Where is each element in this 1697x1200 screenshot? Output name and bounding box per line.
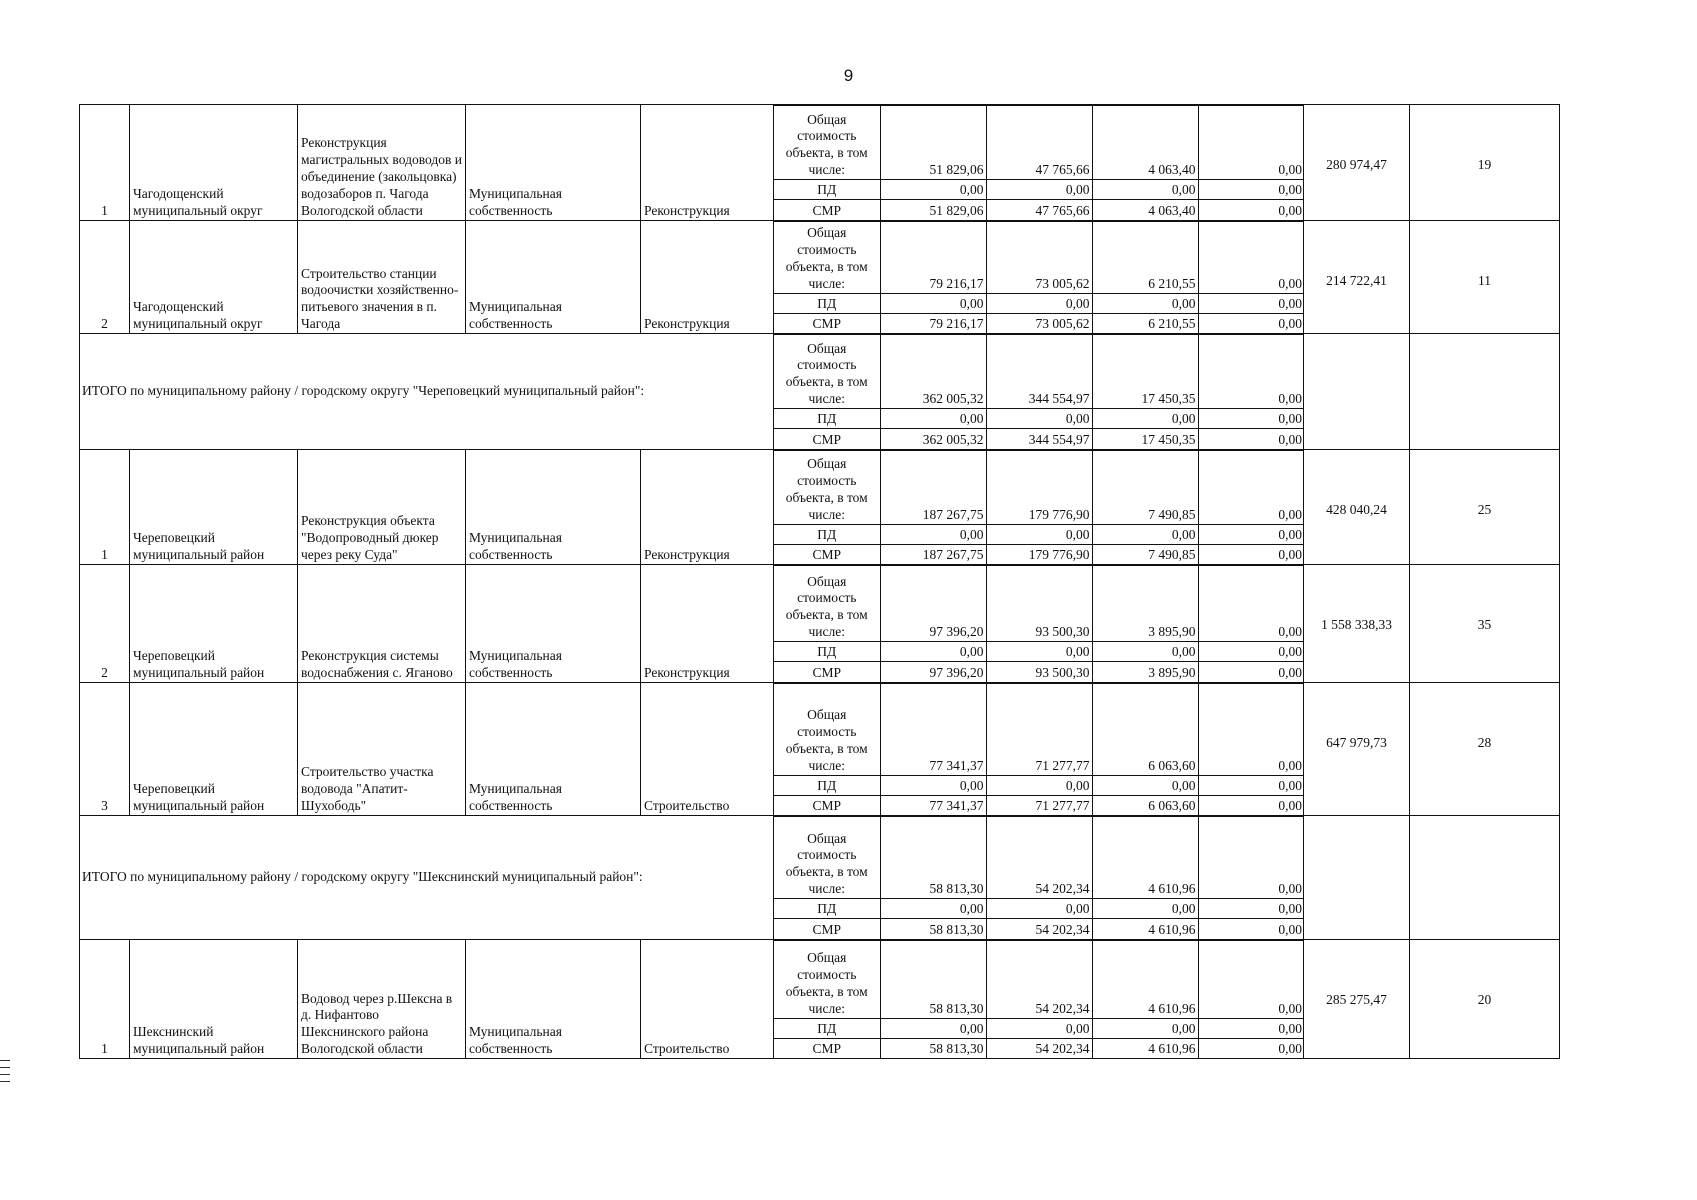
- amount-value: 0,00: [1198, 919, 1304, 939]
- amounts-subtable: [774, 105, 1304, 220]
- amount-value: 0,00: [1092, 524, 1198, 544]
- amount-row: [774, 1038, 1304, 1058]
- amount-row: [774, 221, 1304, 293]
- amount-value: 4 063,40: [1092, 106, 1198, 180]
- total-cost: 647 979,73: [1304, 682, 1410, 816]
- margin-marks: [0, 1060, 12, 1088]
- category-smr-label: СМР: [774, 1038, 880, 1058]
- amount-row: [774, 429, 1304, 449]
- amount-value: 6 210,55: [1092, 221, 1198, 293]
- amounts-cell: [774, 939, 1304, 1059]
- amount-value: 3 895,90: [1092, 662, 1198, 682]
- summary-row: [80, 334, 1560, 450]
- amount-value: 73 005,62: [986, 221, 1092, 293]
- amount-value: 47 765,66: [986, 106, 1092, 180]
- amount-row: [774, 1018, 1304, 1038]
- municipality: Череповецкий муниципальный район: [130, 449, 298, 565]
- amount-value: 54 202,34: [986, 1038, 1092, 1058]
- category-total-label: Общая стоимость объекта, в том числе:: [774, 450, 880, 524]
- amount-value: 0,00: [1092, 180, 1198, 200]
- amount-value: 73 005,62: [986, 313, 1092, 333]
- amount-row: [774, 775, 1304, 795]
- amounts-subtable: [774, 221, 1304, 334]
- amount-row: [774, 817, 1304, 899]
- amounts-cell: [774, 816, 1304, 940]
- amount-row: [774, 940, 1304, 1018]
- work-type: Реконструкция: [641, 449, 774, 565]
- amounts-subtable: [774, 450, 1304, 565]
- last-value: 25: [1410, 449, 1560, 565]
- work-type: Строительство: [641, 939, 774, 1059]
- amount-value: 58 813,30: [880, 919, 986, 939]
- amount-row: [774, 662, 1304, 682]
- municipality: Чагодощенский муниципальный округ: [130, 105, 298, 221]
- amount-value: 0,00: [1198, 180, 1304, 200]
- amount-row: [774, 335, 1304, 409]
- category-pd-label: ПД: [774, 1018, 880, 1038]
- amount-value: 97 396,20: [880, 566, 986, 642]
- amount-value: 4 610,96: [1092, 919, 1198, 939]
- amount-row: [774, 899, 1304, 919]
- amount-value: 0,00: [1198, 409, 1304, 429]
- amounts-cell: [774, 220, 1304, 334]
- amount-value: 0,00: [1198, 795, 1304, 815]
- amount-value: 79 216,17: [880, 221, 986, 293]
- category-smr-label: СМР: [774, 795, 880, 815]
- amount-value: 6 210,55: [1092, 313, 1198, 333]
- amount-value: 4 610,96: [1092, 1038, 1198, 1058]
- amount-value: 0,00: [986, 524, 1092, 544]
- amount-value: 54 202,34: [986, 817, 1092, 899]
- amount-value: 51 829,06: [880, 106, 986, 180]
- last-value: 20: [1410, 939, 1560, 1059]
- row-number: 2: [80, 220, 130, 334]
- amount-value: 0,00: [1198, 429, 1304, 449]
- amount-value: 97 396,20: [880, 662, 986, 682]
- amount-value: 93 500,30: [986, 566, 1092, 642]
- amount-value: 0,00: [986, 899, 1092, 919]
- amount-value: 0,00: [1198, 450, 1304, 524]
- amount-value: 0,00: [1198, 221, 1304, 293]
- empty-cell: [1304, 334, 1410, 450]
- amount-value: 0,00: [1092, 409, 1198, 429]
- category-total-label: Общая стоимость объекта, в том числе:: [774, 683, 880, 775]
- category-smr-label: СМР: [774, 662, 880, 682]
- amount-value: 0,00: [986, 293, 1092, 313]
- amount-value: 0,00: [1198, 524, 1304, 544]
- amount-value: 17 450,35: [1092, 429, 1198, 449]
- amount-value: 7 490,85: [1092, 450, 1198, 524]
- object-name: Реконструкция системы водоснабжения с. Яганово: [298, 565, 466, 683]
- amount-value: 0,00: [880, 899, 986, 919]
- amount-value: 187 267,75: [880, 450, 986, 524]
- amount-value: 3 895,90: [1092, 566, 1198, 642]
- amount-value: 0,00: [880, 180, 986, 200]
- amount-row: [774, 642, 1304, 662]
- object-row: [80, 449, 1560, 565]
- amount-value: 187 267,75: [880, 544, 986, 564]
- object-name: Реконструкция магистральных водоводов и объединение (закольцовка) водозаборов п. Чагода Вологодской области: [298, 105, 466, 221]
- amount-value: 179 776,90: [986, 544, 1092, 564]
- summary-row: [80, 816, 1560, 940]
- summary-caption: ИТОГО по муниципальному району / городскому округу "Череповецкий муниципальный район":: [80, 334, 774, 450]
- amount-row: [774, 919, 1304, 939]
- row-number: 1: [80, 105, 130, 221]
- amounts-subtable: [774, 565, 1304, 682]
- amount-value: 17 450,35: [1092, 335, 1198, 409]
- amount-value: 71 277,77: [986, 795, 1092, 815]
- category-total-label: Общая стоимость объекта, в том числе:: [774, 940, 880, 1018]
- object-name: Строительство станции водоочистки хозяйственно-питьевого значения в п. Чагода: [298, 220, 466, 334]
- amounts-cell: [774, 565, 1304, 683]
- amount-value: 4 610,96: [1092, 817, 1198, 899]
- amount-value: 58 813,30: [880, 1038, 986, 1058]
- category-smr-label: СМР: [774, 919, 880, 939]
- amount-value: 0,00: [1198, 544, 1304, 564]
- amount-value: 0,00: [1092, 642, 1198, 662]
- category-total-label: Общая стоимость объекта, в том числе:: [774, 335, 880, 409]
- amount-value: 7 490,85: [1092, 544, 1198, 564]
- amount-row: [774, 180, 1304, 200]
- investment-table: [79, 104, 1560, 1059]
- amount-row: [774, 566, 1304, 642]
- amount-value: 344 554,97: [986, 429, 1092, 449]
- total-cost: 428 040,24: [1304, 449, 1410, 565]
- amount-value: 0,00: [986, 775, 1092, 795]
- amount-value: 47 765,66: [986, 200, 1092, 220]
- amounts-cell: [774, 105, 1304, 221]
- amount-row: [774, 293, 1304, 313]
- amount-row: [774, 795, 1304, 815]
- amount-value: 0,00: [1092, 775, 1198, 795]
- amount-value: 0,00: [1198, 642, 1304, 662]
- ownership: Муниципальная собственность: [466, 220, 641, 334]
- last-value: 28: [1410, 682, 1560, 816]
- amount-value: 0,00: [986, 180, 1092, 200]
- amount-value: 6 063,60: [1092, 683, 1198, 775]
- last-value: 19: [1410, 105, 1560, 221]
- amount-value: 0,00: [1198, 200, 1304, 220]
- amounts-cell: [774, 682, 1304, 816]
- category-total-label: Общая стоимость объекта, в том числе:: [774, 566, 880, 642]
- amount-row: [774, 450, 1304, 524]
- object-row: [80, 105, 1560, 221]
- amount-value: 0,00: [880, 775, 986, 795]
- category-smr-label: СМР: [774, 313, 880, 333]
- amounts-subtable: [774, 940, 1304, 1059]
- object-row: [80, 682, 1560, 816]
- summary-caption: ИТОГО по муниципальному району / городскому округу "Шекснинский муниципальный район":: [80, 816, 774, 940]
- row-number: 3: [80, 682, 130, 816]
- category-smr-label: СМР: [774, 200, 880, 220]
- category-total-label: Общая стоимость объекта, в том числе:: [774, 221, 880, 293]
- category-pd-label: ПД: [774, 180, 880, 200]
- object-name: Водовод через р.Шексна в д. Нифантово Шекснинского района Вологодской области: [298, 939, 466, 1059]
- work-type: Реконструкция: [641, 105, 774, 221]
- amount-value: 6 063,60: [1092, 795, 1198, 815]
- ownership: Муниципальная собственность: [466, 565, 641, 683]
- amount-value: 0,00: [880, 409, 986, 429]
- object-row: [80, 565, 1560, 683]
- amount-value: 362 005,32: [880, 429, 986, 449]
- amount-value: 0,00: [1198, 106, 1304, 180]
- empty-cell: [1410, 816, 1560, 940]
- amount-value: 54 202,34: [986, 919, 1092, 939]
- last-value: 11: [1410, 220, 1560, 334]
- amount-value: 0,00: [1198, 566, 1304, 642]
- object-row: [80, 939, 1560, 1059]
- category-pd-label: ПД: [774, 775, 880, 795]
- amount-value: 0,00: [1092, 1018, 1198, 1038]
- amounts-cell: [774, 449, 1304, 565]
- amount-value: 0,00: [1092, 293, 1198, 313]
- amount-value: 71 277,77: [986, 683, 1092, 775]
- amount-row: [774, 409, 1304, 429]
- municipality: Чагодощенский муниципальный округ: [130, 220, 298, 334]
- amount-value: 58 813,30: [880, 817, 986, 899]
- object-name: Реконструкция объекта "Водопроводный дюкер через реку Суда": [298, 449, 466, 565]
- category-smr-label: СМР: [774, 544, 880, 564]
- row-number: 2: [80, 565, 130, 683]
- ownership: Муниципальная собственность: [466, 449, 641, 565]
- amount-value: 0,00: [1198, 313, 1304, 333]
- amount-row: [774, 200, 1304, 220]
- object-name: Строительство участка водовода "Апатит-Шухободь": [298, 682, 466, 816]
- amount-row: [774, 683, 1304, 775]
- category-total-label: Общая стоимость объекта, в том числе:: [774, 106, 880, 180]
- category-pd-label: ПД: [774, 293, 880, 313]
- amount-value: 0,00: [1198, 1018, 1304, 1038]
- amount-value: 0,00: [1198, 683, 1304, 775]
- category-pd-label: ПД: [774, 899, 880, 919]
- work-type: Строительство: [641, 682, 774, 816]
- amount-row: [774, 313, 1304, 333]
- amount-value: 0,00: [880, 1018, 986, 1038]
- work-type: Реконструкция: [641, 220, 774, 334]
- total-cost: 1 558 338,33: [1304, 565, 1410, 683]
- amount-row: [774, 544, 1304, 564]
- ownership: Муниципальная собственность: [466, 682, 641, 816]
- total-cost: 214 722,41: [1304, 220, 1410, 334]
- amount-value: 77 341,37: [880, 795, 986, 815]
- amount-value: 93 500,30: [986, 662, 1092, 682]
- amount-value: 0,00: [986, 1018, 1092, 1038]
- amount-value: 0,00: [1198, 775, 1304, 795]
- category-pd-label: ПД: [774, 524, 880, 544]
- amount-value: 0,00: [1198, 899, 1304, 919]
- category-total-label: Общая стоимость объекта, в том числе:: [774, 817, 880, 899]
- amount-value: 54 202,34: [986, 940, 1092, 1018]
- amount-value: 0,00: [1198, 1038, 1304, 1058]
- amount-value: 58 813,30: [880, 940, 986, 1018]
- amount-value: 0,00: [880, 293, 986, 313]
- empty-cell: [1304, 816, 1410, 940]
- ownership: Муниципальная собственность: [466, 939, 641, 1059]
- amounts-cell: [774, 334, 1304, 450]
- category-pd-label: ПД: [774, 409, 880, 429]
- amount-value: 0,00: [1198, 293, 1304, 313]
- object-row: [80, 220, 1560, 334]
- ownership: Муниципальная собственность: [466, 105, 641, 221]
- total-cost: 280 974,47: [1304, 105, 1410, 221]
- amount-value: 0,00: [880, 642, 986, 662]
- row-number: 1: [80, 939, 130, 1059]
- amount-value: 4 063,40: [1092, 200, 1198, 220]
- amount-value: 344 554,97: [986, 335, 1092, 409]
- municipality: Череповецкий муниципальный район: [130, 565, 298, 683]
- amount-value: 51 829,06: [880, 200, 986, 220]
- municipality: Шекснинский муниципальный район: [130, 939, 298, 1059]
- amount-value: 0,00: [986, 642, 1092, 662]
- page-number: 9: [843, 66, 854, 85]
- amount-value: 179 776,90: [986, 450, 1092, 524]
- total-cost: 285 275,47: [1304, 939, 1410, 1059]
- amount-value: 0,00: [1198, 335, 1304, 409]
- empty-cell: [1410, 334, 1560, 450]
- amount-row: [774, 524, 1304, 544]
- amount-row: [774, 106, 1304, 180]
- amounts-subtable: [774, 683, 1304, 816]
- amount-value: 0,00: [1198, 817, 1304, 899]
- amount-value: 0,00: [1198, 940, 1304, 1018]
- category-pd-label: ПД: [774, 642, 880, 662]
- amount-value: 0,00: [880, 524, 986, 544]
- amounts-subtable: [774, 816, 1304, 939]
- amount-value: 4 610,96: [1092, 940, 1198, 1018]
- municipality: Череповецкий муниципальный район: [130, 682, 298, 816]
- amount-value: 77 341,37: [880, 683, 986, 775]
- category-smr-label: СМР: [774, 429, 880, 449]
- row-number: 1: [80, 449, 130, 565]
- work-type: Реконструкция: [641, 565, 774, 683]
- amount-value: 0,00: [986, 409, 1092, 429]
- amounts-subtable: [774, 334, 1304, 449]
- amount-value: 0,00: [1198, 662, 1304, 682]
- amount-value: 362 005,32: [880, 335, 986, 409]
- last-value: 35: [1410, 565, 1560, 683]
- amount-value: 0,00: [1092, 899, 1198, 919]
- amount-value: 79 216,17: [880, 313, 986, 333]
